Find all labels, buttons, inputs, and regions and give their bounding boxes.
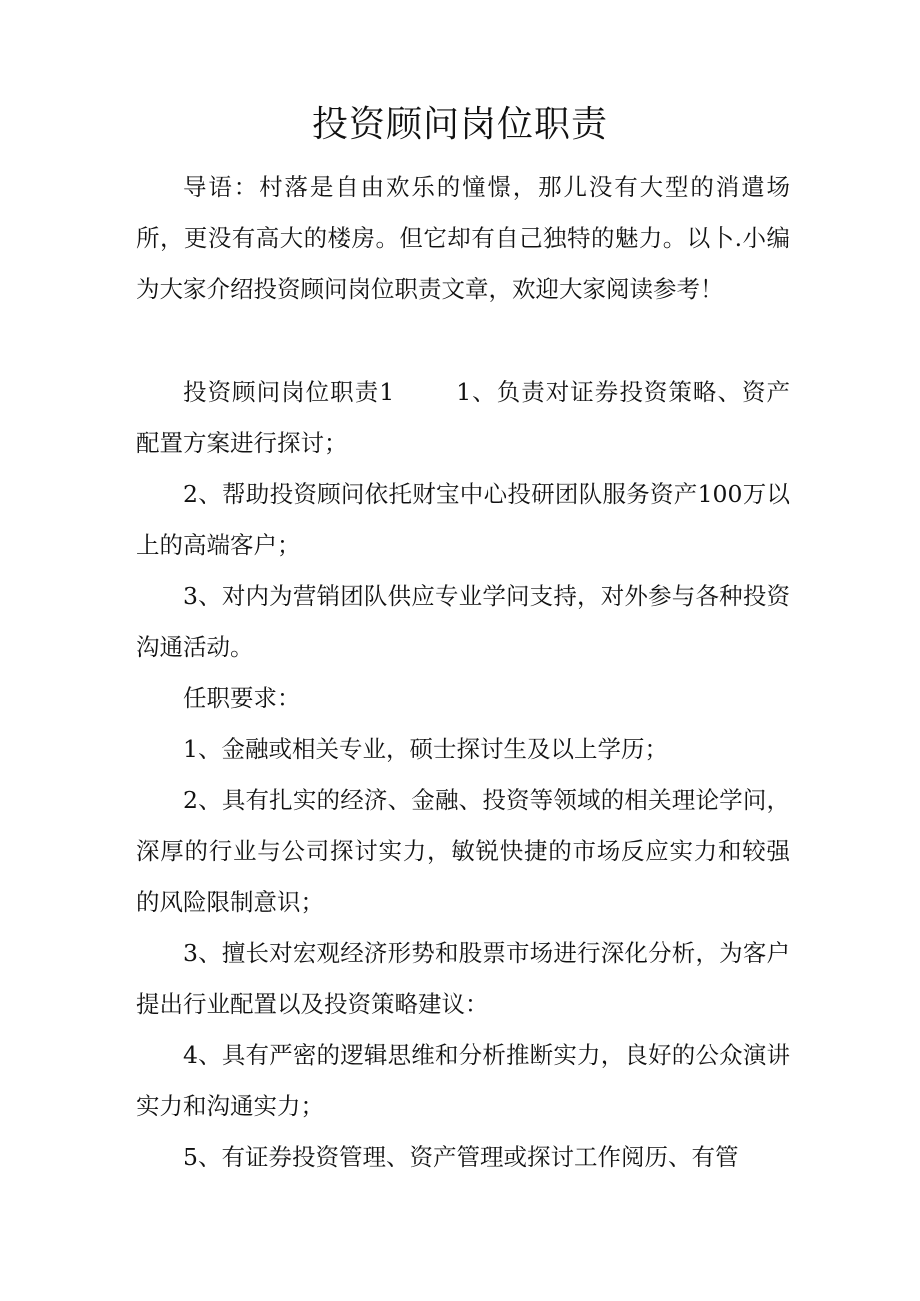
first-duty-paragraph	[136, 367, 790, 469]
requirement-item-4: 4、具有严密的逻辑思维和分析推断实力，良好的公众演讲实力和沟通实力；	[136, 1041, 790, 1120]
duty-item-1: 1、负责对证券投资策略、资产配置方案进行探讨；	[136, 378, 791, 457]
intro-paragraph: 导语：村落是自由欢乐的憧憬，那儿没有大型的消遣场所，更没有高大的楼房。但它却有自己独特的魅力。以卜.小编为大家介绍投资顾问岗位职责文章，欢迎大家阅读参考！	[136, 173, 790, 303]
document-title: 投资顾问岗位职责	[311, 104, 608, 145]
requirements-heading: 任职要求：	[183, 684, 301, 712]
requirement-item-5: 5、有证券投资管理、资产管理或探讨工作阅历、有管	[183, 1143, 739, 1171]
section-heading: 投资顾问岗位职责1	[183, 378, 395, 406]
duty-item-2: 2、帮助投资顾问依托财宝中心投研团队服务资产100万以上的高端客户；	[136, 480, 790, 559]
document-body	[136, 162, 790, 1183]
requirement-item-3: 3、擅长对宏观经济形势和股票市场进行深化分析，为客户提出行业配置以及投资策略建议：	[136, 939, 790, 1018]
requirement-item-2: 2、具有扎实的经济、金融、投资等领域的相关理论学问，深厚的行业与公司探讨实力，敏锐快捷的市场反应实力和较强的风险限制意识；	[136, 786, 790, 916]
duty-item-3: 3、对内为营销团队供应专业学问支持，对外参与各种投资沟通活动。	[136, 582, 790, 661]
requirement-item-1: 1、金融或相关专业，硕士探讨生及以上学历；	[183, 735, 668, 763]
